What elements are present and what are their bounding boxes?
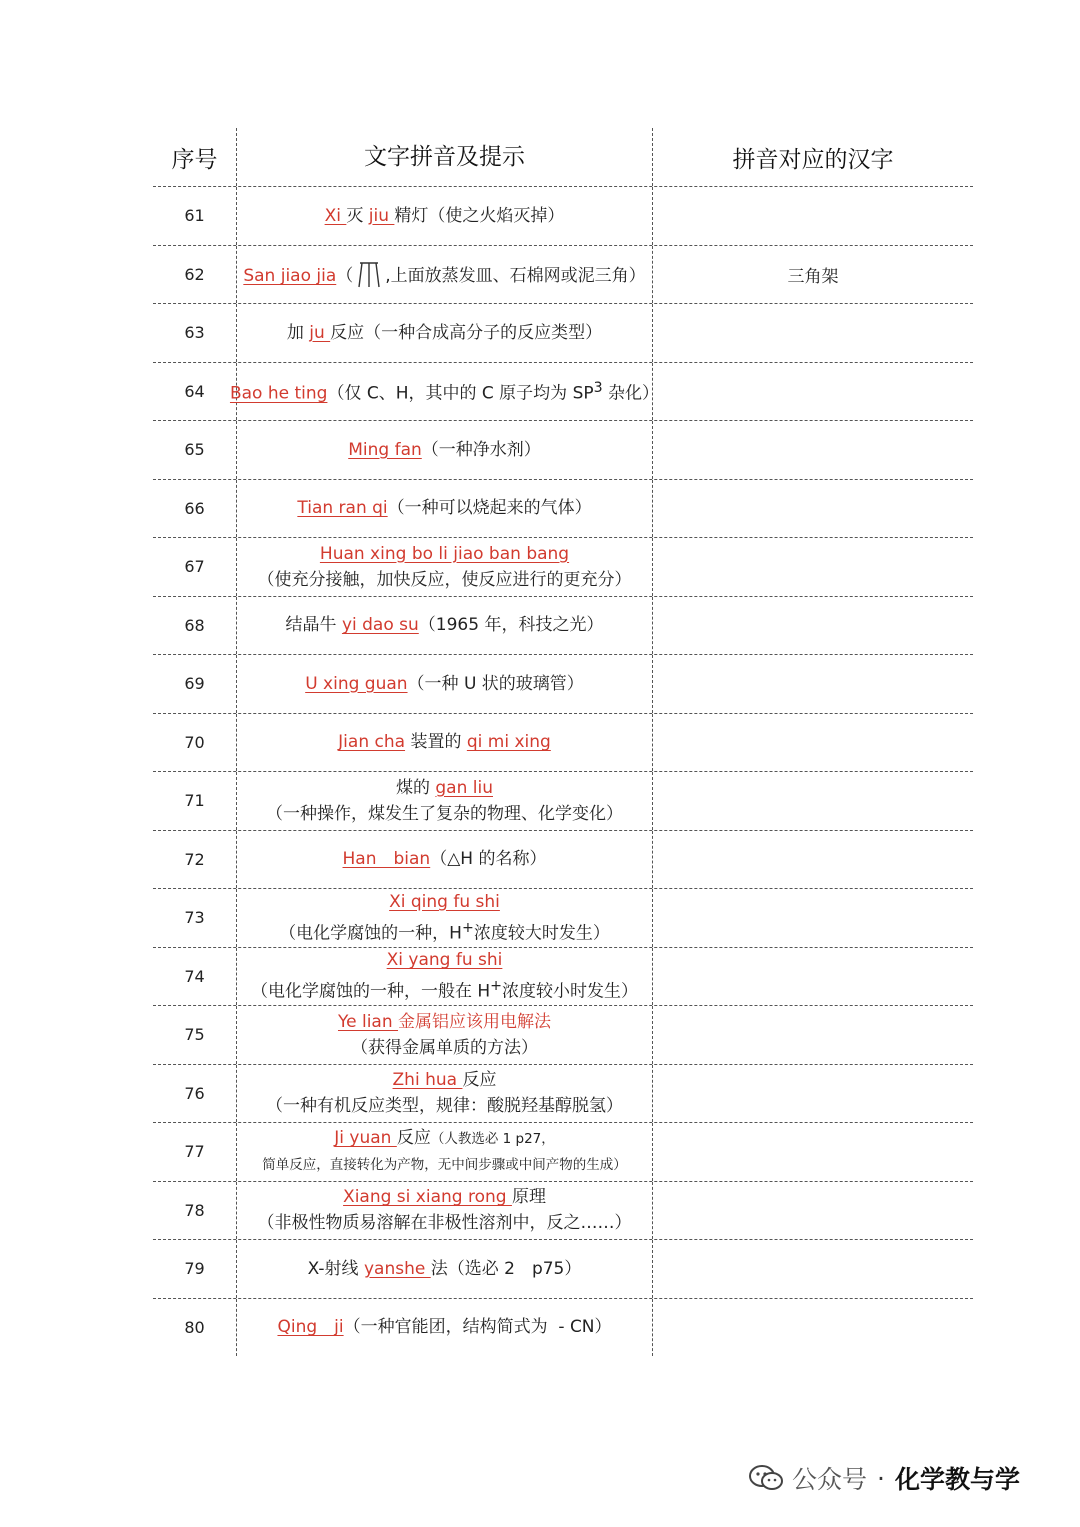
row-number: 74 (153, 948, 237, 1006)
row-number: 73 (153, 889, 237, 947)
table-row (153, 246, 973, 305)
row-answer (653, 1240, 973, 1298)
hint-text: 原理 (511, 1187, 546, 1208)
table-row (153, 1123, 973, 1182)
row-number: 71 (153, 772, 237, 830)
row-answer (653, 363, 973, 421)
row-number: 61 (153, 187, 237, 245)
row-answer (653, 831, 973, 889)
row-answer (653, 1065, 973, 1123)
hint-text: 精灯（使之火焰灭掉） (394, 205, 565, 226)
table-row (153, 304, 973, 363)
hint-text: X-射线 (307, 1258, 364, 1279)
watermark-dot: · (877, 1463, 885, 1493)
hint-text: （人教选必 1 p27， (430, 1131, 555, 1148)
row-answer (653, 1299, 973, 1357)
hint-text: 反应 (396, 1128, 431, 1149)
pinyin: jiu (368, 205, 395, 226)
row-hint (237, 480, 653, 538)
row-hint (237, 421, 653, 479)
hint-text: 浓度较大时发生） (473, 923, 610, 944)
table-row (153, 831, 973, 890)
hint-text: （电化学腐蚀的一种，H (279, 923, 462, 944)
table-row (153, 1299, 973, 1357)
hint-text: 杂化） (602, 384, 660, 405)
row-answer (653, 889, 973, 947)
superscript: + (461, 919, 474, 936)
pinyin: Ji yuan (334, 1128, 397, 1149)
hint-text: 加 (286, 322, 310, 343)
pinyin: U xing guan (305, 673, 408, 694)
hint-text: （非极性物质易溶解在非极性溶剂中，反之……） (257, 1213, 632, 1234)
row-number: 72 (153, 831, 237, 889)
watermark-label: 公众号 (792, 1465, 868, 1494)
hint-text: （一种净水剂） (421, 439, 541, 460)
pinyin-quiz-table (153, 128, 973, 1356)
tripod-icon (357, 259, 381, 289)
row-number: 69 (153, 655, 237, 713)
watermark-name: 化学教与学 (894, 1465, 1020, 1494)
row-hint (237, 948, 653, 1006)
hint-text: （1965 年，科技之光） (418, 615, 604, 636)
row-hint (237, 655, 653, 713)
table-row (153, 597, 973, 656)
row-hint (237, 1240, 653, 1298)
row-number: 80 (153, 1299, 237, 1357)
superscript: + (490, 978, 503, 995)
hint-text: （一种 U 状的玻璃管） (407, 673, 584, 694)
table-row (153, 187, 973, 246)
table-row (153, 480, 973, 539)
hint-text: 简单反应，直接转化为产物，无中间步骤或中间产物的生成） (262, 1157, 627, 1174)
table-row (153, 655, 973, 714)
row-number: 65 (153, 421, 237, 479)
row-answer (653, 1182, 973, 1240)
pinyin: qi mi xing (466, 732, 551, 753)
hint-text: （使充分接触，加快反应，使反应进行的更充分） (257, 569, 632, 590)
superscript: 3 (593, 380, 603, 397)
row-number: 68 (153, 597, 237, 655)
row-hint (237, 1299, 653, 1357)
table-row (153, 363, 973, 422)
row-hint (237, 714, 653, 772)
pinyin: Bao he ting (229, 384, 328, 405)
pinyin: Han bian (342, 849, 431, 870)
table-row (153, 538, 973, 597)
pinyin: Jian cha (338, 732, 406, 753)
hint-text: 灭 (346, 205, 369, 226)
hint-text: （一种操作，煤发生了复杂的物理、化学变化） (266, 803, 623, 824)
row-answer (653, 538, 973, 596)
row-number: 63 (153, 304, 237, 362)
row-answer (653, 304, 973, 362)
row-number: 79 (153, 1240, 237, 1298)
pinyin: San jiao jia (243, 266, 337, 287)
header-answer: 拼音对应的汉字 (732, 146, 894, 173)
row-answer (653, 772, 973, 830)
row-answer (653, 480, 973, 538)
hint-text: 浓度较小时发生） (502, 982, 639, 1003)
row-hint (237, 1006, 653, 1064)
hint-text: ,上面放蒸发皿、石棉网或泥三角） (385, 266, 646, 287)
row-hint (237, 772, 653, 830)
hint-text: 装置的 (405, 732, 467, 753)
row-answer (653, 597, 973, 655)
row-number: 62 (153, 246, 237, 304)
hint-text: （仅 C、H，其中的 C 原子均为 SP (327, 384, 594, 405)
row-number: 76 (153, 1065, 237, 1123)
pinyin: Xi (324, 205, 347, 226)
pinyin: Ming fan (348, 439, 422, 460)
row-answer (653, 421, 973, 479)
hint-text: 煤的 (395, 777, 436, 798)
pinyin: yi dao su (341, 615, 419, 636)
row-number: 64 (153, 363, 237, 421)
table-row (153, 1182, 973, 1241)
pinyin: Xi yang fu shi (386, 950, 503, 971)
row-hint (229, 363, 660, 421)
row-answer: 三角架 (787, 266, 839, 287)
row-hint (237, 831, 653, 889)
account-watermark (748, 1458, 1058, 1498)
row-answer (653, 655, 973, 713)
row-number: 78 (153, 1182, 237, 1240)
row-number: 67 (153, 538, 237, 596)
row-answer (653, 1123, 973, 1181)
row-hint (237, 1182, 653, 1240)
header-number: 序号 (153, 128, 237, 186)
hint-text: （获得金属单质的方法） (351, 1037, 538, 1058)
row-hint (237, 538, 653, 596)
hint-text: （△H 的名称） (430, 849, 547, 870)
hint-text: （电化学腐蚀的一种，一般在 H (250, 982, 491, 1003)
row-number: 66 (153, 480, 237, 538)
row-hint (237, 304, 653, 362)
hint-text: 结晶牛 (285, 615, 342, 636)
row-hint (237, 889, 653, 947)
hint-text: 法（选必 2 p75） (430, 1258, 582, 1279)
table-row (153, 772, 973, 831)
header-hint: 文字拼音及提示 (237, 128, 653, 186)
pinyin: Xi qing fu shi (389, 891, 500, 912)
pinyin: yanshe (363, 1258, 431, 1279)
row-answer (653, 1006, 973, 1064)
row-hint (237, 187, 653, 245)
pinyin: Ye lian (337, 1011, 399, 1032)
row-hint (237, 1065, 653, 1123)
table-row (153, 421, 973, 480)
row-answer (653, 187, 973, 245)
pinyin: Zhi hua (392, 1070, 463, 1091)
hint-text: （一种官能团，结构简式为 - CN） (343, 1317, 612, 1338)
row-number: 70 (153, 714, 237, 772)
table-header (153, 128, 973, 187)
table-row (153, 714, 973, 773)
table-row (153, 1065, 973, 1124)
row-hint (237, 1123, 653, 1181)
wechat-icon (748, 1464, 784, 1492)
pinyin: Huan xing bo li jiao ban bang (319, 543, 570, 564)
row-number: 77 (153, 1123, 237, 1181)
hint-text: 金属铝应该用电解法 (398, 1011, 552, 1032)
hint-text: 反应（一种合成高分子的反应类型） (330, 322, 603, 343)
pinyin: ju (309, 322, 331, 343)
row-number: 75 (153, 1006, 237, 1064)
pinyin: Tian ran qi (297, 498, 388, 519)
table-row (153, 1240, 973, 1299)
table-row (153, 948, 973, 1007)
row-hint (237, 597, 653, 655)
hint-text: （一种可以烧起来的气体） (387, 498, 592, 519)
pinyin: Xiang si xiang rong (343, 1187, 512, 1208)
table-row (153, 889, 973, 948)
hint-text: （ (336, 266, 354, 287)
table-row (153, 1006, 973, 1065)
row-answer (653, 948, 973, 1006)
hint-text: 反应 (462, 1070, 497, 1091)
row-hint (237, 246, 653, 304)
hint-text: （一种有机反应类型，规律：酸脱羟基醇脱氢） (266, 1096, 623, 1117)
pinyin: Qing ji (277, 1317, 344, 1338)
row-answer (653, 714, 973, 772)
pinyin: gan liu (435, 777, 493, 798)
